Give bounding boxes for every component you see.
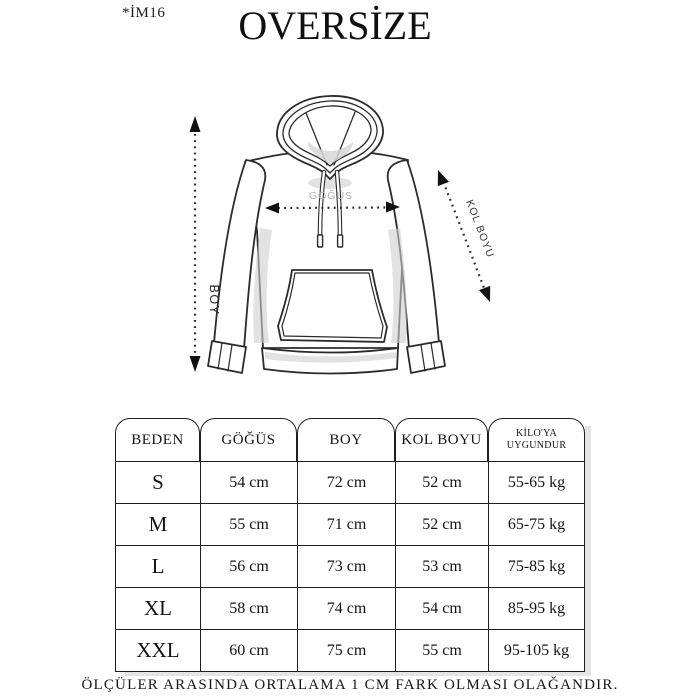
col-header-weight: KİLO'YA UYGUNDUR	[488, 418, 585, 462]
chest-cell: 54 cm	[200, 462, 297, 504]
table-row-xxl	[115, 630, 585, 672]
chest-cell: 58 cm	[200, 588, 297, 630]
sleeve-measure-arrow	[432, 168, 496, 304]
right-drawstring-aglet	[338, 235, 343, 247]
page-title: OVERSİZE	[238, 3, 432, 48]
hoodie-left-cuff	[208, 341, 246, 373]
table-row-l	[115, 546, 585, 588]
sleeve-cell: 53 cm	[395, 546, 488, 588]
chest-cell: 55 cm	[200, 504, 297, 546]
chest-cell: 56 cm	[200, 546, 297, 588]
table-row-s	[115, 462, 585, 504]
weight-cell: 65-75 kg	[488, 504, 585, 546]
table-row-m	[115, 504, 585, 546]
table-row-xl	[115, 588, 585, 630]
size-cell: XXL	[115, 630, 200, 672]
length-cell: 72 cm	[297, 462, 395, 504]
chest-cell: 60 cm	[200, 630, 297, 672]
size-cell: XL	[115, 588, 200, 630]
hoodie-right-cuff	[407, 341, 445, 373]
size-table	[115, 418, 585, 672]
tolerance-note: ÖLÇÜLER ARASINDA ORTALAMA 1 CM FARK OLMASI OLAĞANDIR.	[81, 677, 619, 693]
sleeve-cell: 52 cm	[395, 462, 488, 504]
size-cell: L	[115, 546, 200, 588]
chest-label: GÖĞÜS	[308, 190, 354, 202]
weight-cell: 75-85 kg	[488, 546, 585, 588]
col-header-sleeve: KOL BOYU	[395, 418, 488, 462]
size-cell: S	[115, 462, 200, 504]
length-cell: 73 cm	[297, 546, 395, 588]
hoodie-line-drawing	[168, 80, 506, 392]
hoodie-measurement-diagram	[168, 80, 506, 392]
length-label: BOY	[207, 284, 221, 316]
sleeve-cell: 54 cm	[395, 588, 488, 630]
col-header-length: BOY	[297, 418, 395, 462]
weight-cell: 55-65 kg	[488, 462, 585, 504]
length-cell: 71 cm	[297, 504, 395, 546]
length-cell: 75 cm	[297, 630, 395, 672]
sleeve-label: KOL BOYU	[463, 198, 497, 260]
size-cell: M	[115, 504, 200, 546]
weight-cell: 85-95 kg	[488, 588, 585, 630]
col-header-chest: GÖĞÜS	[200, 418, 297, 462]
size-table-header-row	[115, 418, 585, 462]
col-header-size: BEDEN	[115, 418, 200, 462]
sleeve-cell: 55 cm	[395, 630, 488, 672]
sleeve-cell: 52 cm	[395, 504, 488, 546]
left-drawstring-aglet	[318, 235, 323, 247]
product-code: *İM16	[122, 5, 166, 21]
length-cell: 74 cm	[297, 588, 395, 630]
weight-cell: 95-105 kg	[488, 630, 585, 672]
